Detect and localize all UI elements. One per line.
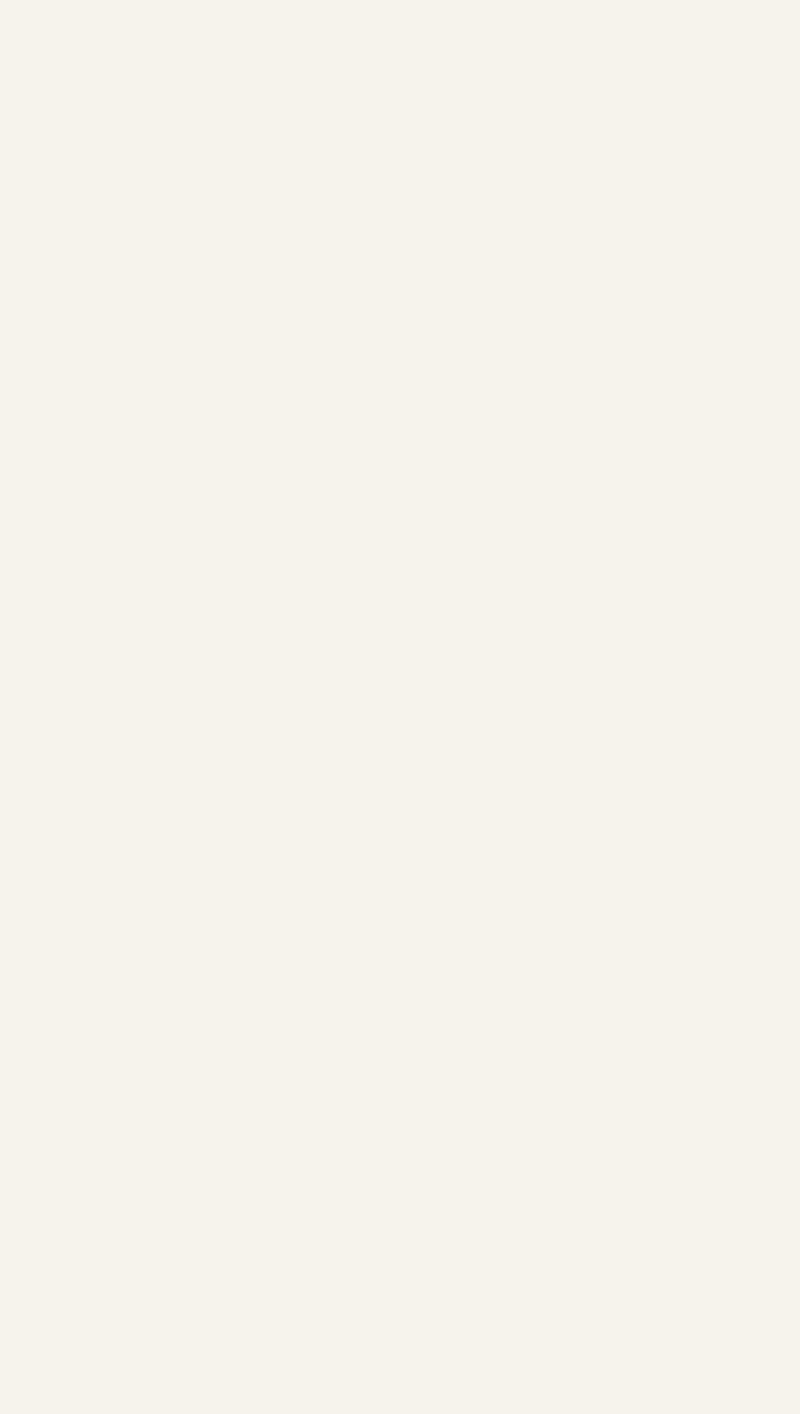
document-page	[18, 20, 788, 394]
periodic-business-table	[18, 28, 788, 392]
